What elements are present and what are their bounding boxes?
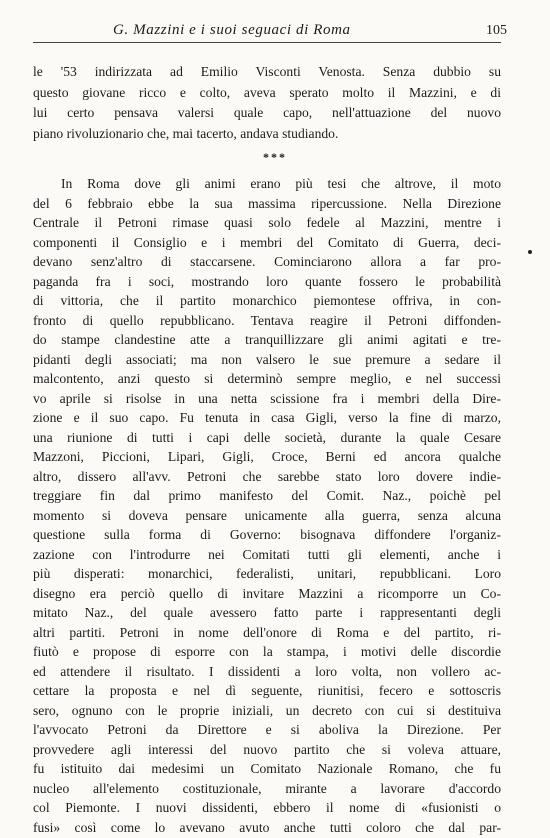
text-line: treggiare fin dal primo manifesto del Comit. Naz., poichè pel: [33, 488, 501, 503]
text-line: mitato Naz., del quale avessero fatto parte i rappresentanti degli: [33, 605, 501, 620]
text-line: componenti il Consiglio e i membri del Comitato di Guerra, deci-: [33, 234, 501, 250]
text-line: nucleo all'elemento costituzionale, mirante a lavorare d'accordo: [33, 780, 501, 796]
section-separator: ***: [263, 150, 287, 164]
text-line: cettare la proposta e nel dì seguente, riunitisi, fecero e sottoscris: [33, 683, 501, 698]
text-line: le '53 indirizzata ad Emilio Visconti Venosta. Senza dubbio su: [33, 64, 501, 79]
text-line: ed attendere il risultato. I dissidenti a loro volta, non vollero ac-: [33, 663, 501, 679]
text-line: altri partiti. Petroni in nome dell'onore di Roma e del partito, ri-: [33, 624, 501, 640]
running-title: G. Mazzini e i suoi seguaci di Roma: [113, 22, 351, 38]
text-line: zazione con l'introdurre nei Comitati tutti gli elementi, anche i: [33, 546, 501, 562]
text-line: zione e il suo capo. Fu tenuta in casa Gigli, verso la fine di marzo,: [33, 410, 501, 425]
text-line: altro, dissero all'avv. Petroni che sarebbe stato loro dovere indie-: [33, 468, 501, 484]
text-line: vo aprile si risolse in una netta scissione fra i membri della Dire-: [33, 390, 501, 406]
text-line: devano senz'altro di staccarsene. Cominciarono allora a far pro-: [33, 254, 501, 269]
text-line: do stampe clandestine atte a tranquillizzare gli animi agitati e tre-: [33, 332, 501, 347]
text-line: piano rivoluzionario che, mai tacerto, andava studiando.: [33, 125, 339, 141]
text-line: questione sulla forma di Governo: bisognava diffondere l'organiz-: [33, 527, 501, 542]
text-line: malcontento, anzi questo si determinò sempre meglio, e nel successi: [33, 371, 501, 386]
text-line: pidanti degli associati; ma non valsero le sue premure a sedare il: [33, 351, 501, 367]
text-line: lui certo pensava valersi quale capo, nell'attuazione del nuovo: [33, 105, 501, 120]
text-line: più disperati: monarchici, federalisti, unitari, repubblicani. Loro: [33, 566, 501, 581]
text-line: disegno era perciò quello di invitare Mazzini a ricomporre un Co-: [33, 585, 501, 601]
text-line: fronto di quello repubblicano. Tentava reagire il Petroni diffonden-: [33, 312, 501, 328]
page-number: 105: [486, 23, 507, 38]
text-line: fu istituito dai medesimi un Comitato Nazionale Romano, che fu: [33, 761, 501, 776]
text-line: provvedere agli interessi del nuovo partito che si voleva attuare,: [33, 741, 501, 757]
running-head: [33, 20, 507, 40]
text-line: una riunione di tutti i capi delle società, durante la quale Cesare: [33, 429, 501, 445]
text-line: Centrale il Petroni rimase quasi solo fedele al Mazzini, mentre i: [33, 215, 501, 230]
text-line: l'avvocato Petroni da Direttore e si aboliva la Direzione. Per: [33, 722, 501, 737]
text-line: questo giovane ricco e colto, aveva sperato molto il Mazzini, e di: [33, 84, 501, 100]
margin-mark: [528, 250, 532, 254]
text-line: Mazzoni, Piccioni, Lipari, Gigli, Croce, Berni ed ancora qualche: [33, 449, 501, 464]
text-line: sero, ognuno con le proprie iniziali, un decreto con cui si destituiva: [33, 702, 501, 718]
text-line: momento si doveva pensare unicamente alla guerra, senza alcuna: [33, 507, 501, 523]
text-line: di vittoria, che il partito monarchico piemontese offriva, in con-: [33, 293, 501, 308]
header-rule: [33, 42, 501, 43]
text-line: fiutò e propose di esporre con la stampa, i motivi delle discordie: [33, 644, 501, 659]
text-line: In Roma dove gli animi erano più tesi che altrove, il moto: [61, 176, 501, 191]
text-line: fusi» così come lo avevano avuto anche tutti coloro che dal par-: [33, 819, 501, 835]
text-line: paganda fra i soci, mostrando loro quante fossero le probabilità: [33, 273, 501, 289]
text-line: col Piemonte. I nuovi dissidenti, ebbero il nome di «fusionisti o: [33, 800, 501, 815]
text-line: del 6 febbraio ebbe la sua massima ripercussione. Nella Direzione: [33, 195, 501, 211]
